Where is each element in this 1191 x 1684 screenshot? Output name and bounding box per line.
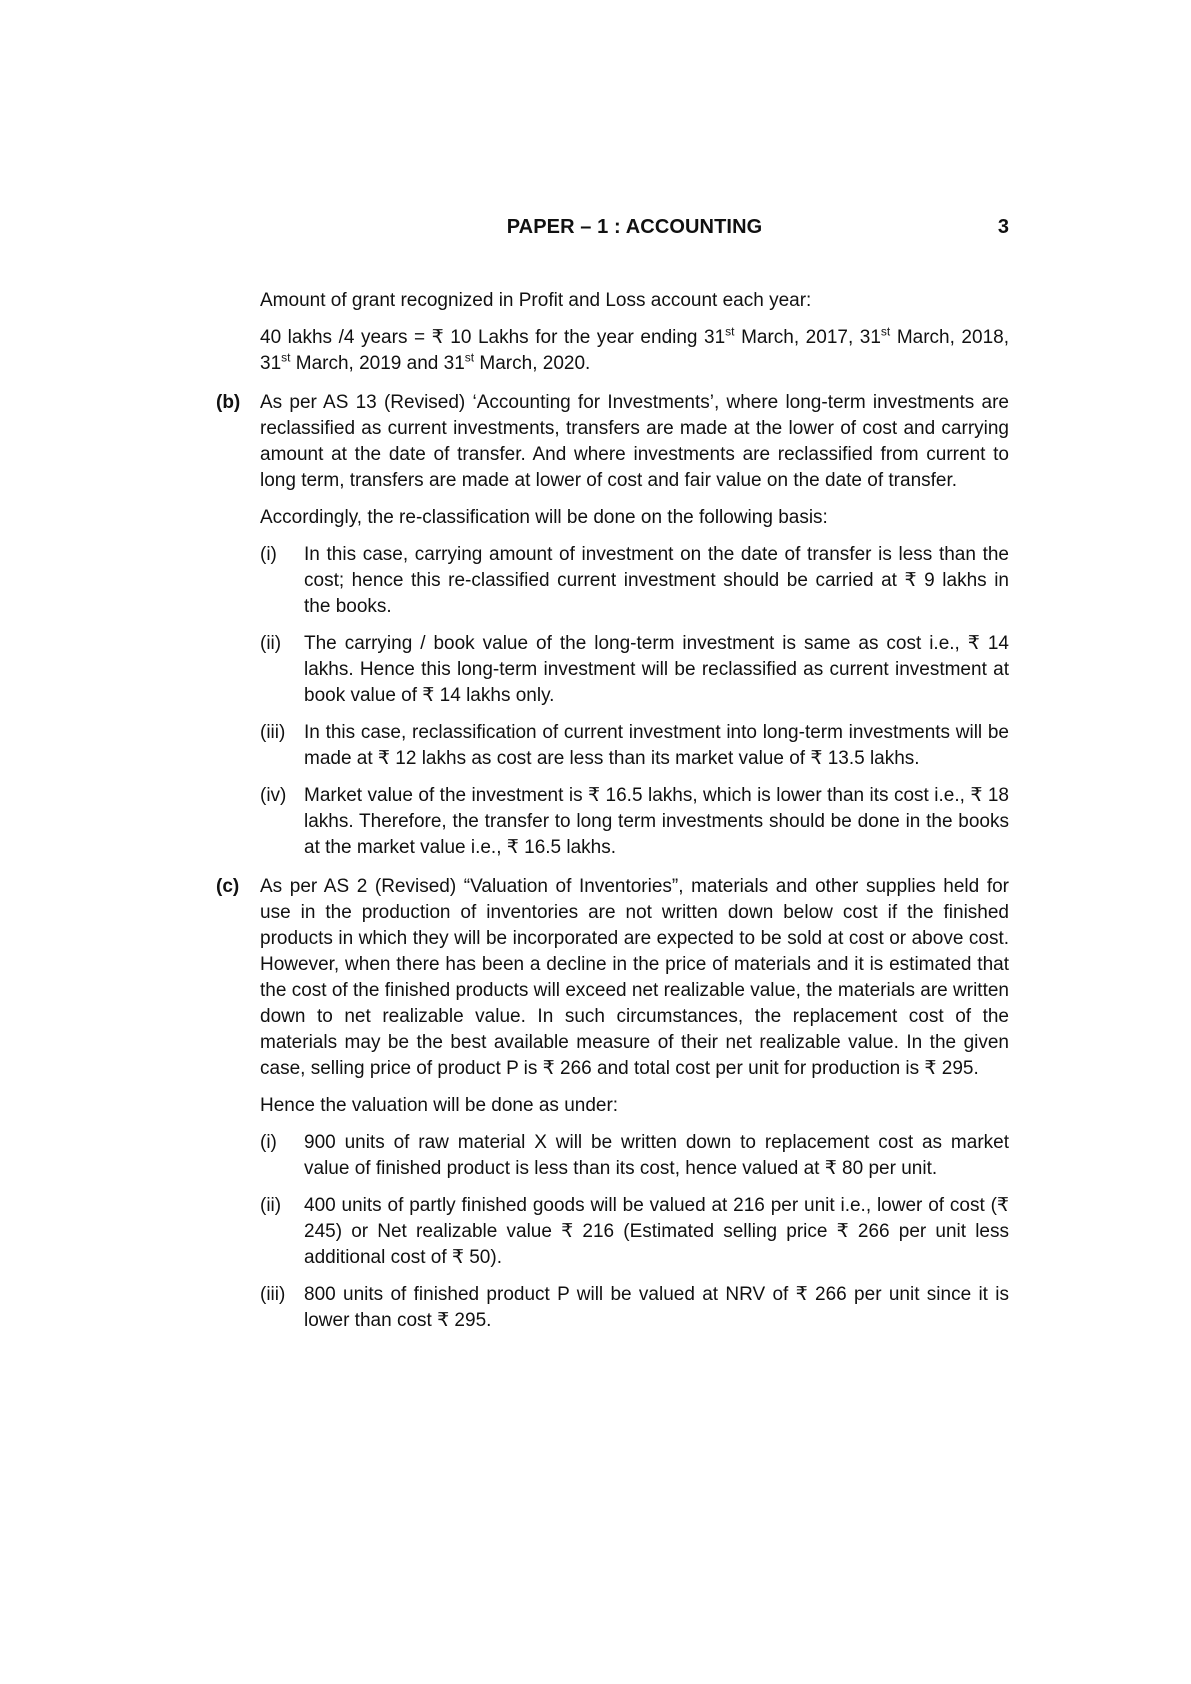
- list-item: (i) In this case, carrying amount of investment on the date of transfer is less than the cost; hence this re-classified current investment should be carried at ₹ 9 lakhs in the books.: [260, 544, 1009, 617]
- section-b-label: (b): [216, 392, 241, 413]
- document-body: [216, 288, 1009, 1334]
- list-item: (iii) In this case, reclassification of current investment into long-term investments will be made at ₹ 12 lakhs as cost are less than its market value of ₹ 13.5 lakhs.: [260, 722, 1009, 769]
- list-item: (i) 900 units of raw material X will be written down to replacement cost as market value of finished product is less than its cost, hence valued at ₹ 80 per unit.: [260, 1132, 1009, 1179]
- page-number: 3: [997, 216, 1009, 238]
- page-header: [260, 216, 1009, 244]
- page-title: PAPER – 1 : ACCOUNTING: [506, 216, 763, 238]
- list-item: (iii) 800 units of finished product P will be valued at NRV of ₹ 266 per unit since it is lower than cost ₹ 295.: [260, 1284, 1009, 1331]
- section-c: [216, 874, 1009, 1082]
- list-item: (iv) Market value of the investment is ₹ 16.5 lakhs, which is lower than its cost i.e., ₹ 18 lakhs. Therefore, the transfer to long term investments should be done in the books at the market value i.e., ₹ 16.5 lakhs.: [260, 785, 1009, 858]
- section-c-valuation: Hence the valuation will be done as under:: [260, 1095, 619, 1116]
- list-item: (ii) The carrying / book value of the long-term investment is same as cost i.e., ₹ 14 lakhs. Hence this long-term investment will be reclassified as current investment at book value of ₹ 14 lakhs only.: [260, 633, 1009, 706]
- section-c-text: As per AS 2 (Revised) “Valuation of Inventories”, materials and other supplies held for use in the production of inventories are not written down below cost if the finished products in which they will be incorporated are expected to be sold at cost or above cost. However, when there has been a decline in the price of materials and it is estimated that the cost of the finished products will exceed net realizable value, the materials are written down to net realizable value. In such circumstances, the replacement cost of the materials may be the best available measure of their net realizable value. In the given case, selling price of product P is ₹ 266 and total cost per unit for production is ₹ 295.: [260, 876, 1009, 1079]
- section-b-text: As per AS 13 (Revised) ‘Accounting for Investments’, where long-term investments are reclassified as current investments, transfers are made at the lower of cost and carrying amount at the date of transfer. And where investments are reclassified from current to long term, transfers are made at lower of cost and fair value on the date of transfer.: [260, 392, 1009, 491]
- grant-calculation: 40 lakhs /4 years = ₹ 10 Lakhs for the year ending 31st March, 2017, 31st March, 2018, 31st March, 2019 and 31st March, 2020.: [260, 324, 1009, 374]
- section-b: [216, 390, 1009, 494]
- list-item: (ii) 400 units of partly finished goods will be valued at 216 per unit i.e., lower of cost (₹ 245) or Net realizable value ₹ 216 (Estimated selling price ₹ 266 per unit less additional cost of ₹ 50).: [260, 1195, 1009, 1268]
- section-c-label: (c): [216, 876, 240, 897]
- grant-intro: Amount of grant recognized in Profit and Loss account each year:: [260, 290, 812, 311]
- section-b-basis: Accordingly, the re-classification will be done on the following basis:: [260, 507, 828, 528]
